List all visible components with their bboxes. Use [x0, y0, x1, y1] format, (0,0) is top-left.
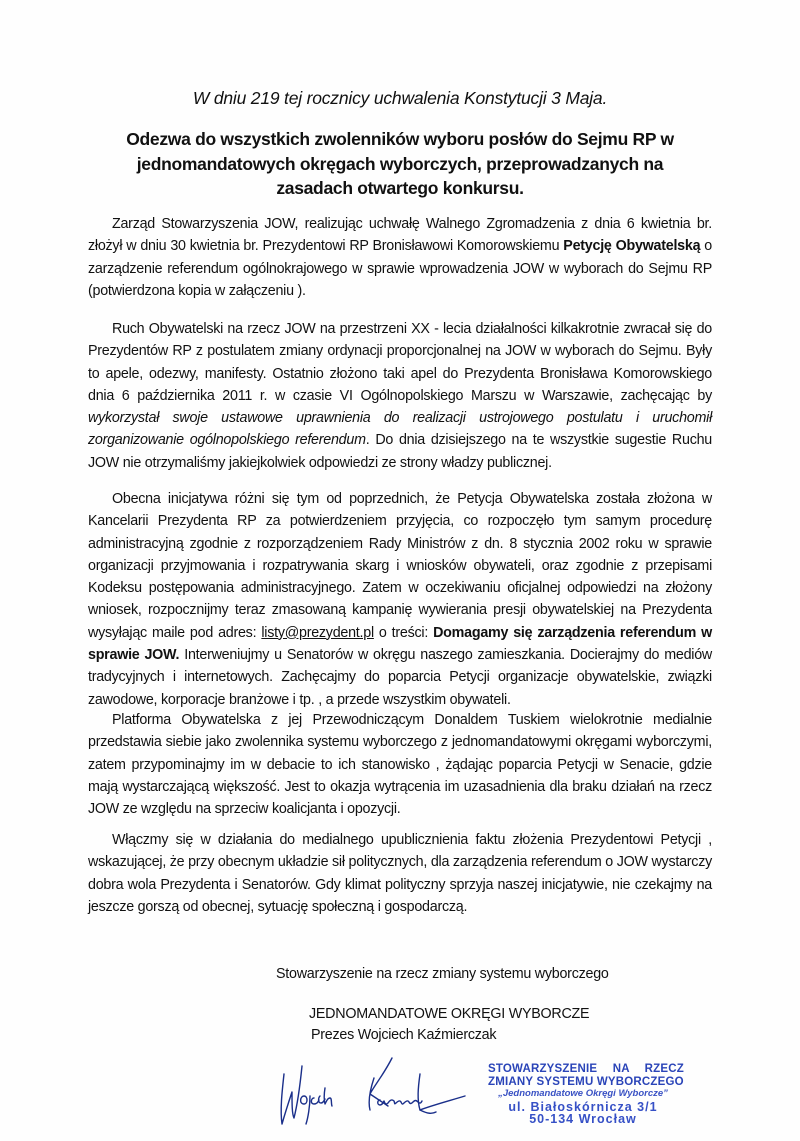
paragraph-text: o treści: — [373, 624, 434, 641]
paragraph-text: Zarząd Stowarzyszenia JOW, realizując uchwałę Walnego Zgromadzenia z dnia 6 kwietnia br. złożył w dniu 30 kwietnia br. Prezydentowi RP Bronisławowi Komorowskiemu — [88, 216, 712, 255]
paragraph-text: . Do dnia dzisiejszego na te wszystkie sugestie Ruchu JOW nie otrzymaliśmy jakiejkolwiek odpowiedzi ze strony władzy publicznej. — [88, 432, 712, 471]
stamp-line-3: „Jednomandatowe Okręgi Wyborcze” — [498, 1088, 668, 1099]
signatory-name: Prezes Wojciech Kaźmierczak — [311, 1027, 497, 1043]
paragraph-text: Ruch Obywatelski na rzecz JOW na przestrzeni XX - lecia działalności kilkakrotnie zwracał się do Prezydentów RP z postulatem zmiany ordynacji proporcjonalnej na JOW w wyborach do Sejmu. Były to apele, odezwy, manifesty. Ostatnio złożono taki apel do Prezydenta Bronisława Komorowskiego dnia 6 października 2011 r. w czasie VI Ogólnopolskiego Marszu w Warszawie, zachęcając by — [88, 321, 712, 404]
document-title: Odezwa do wszystkich zwolenników wyboru posłów do Sejmu RP w jednomandatowych okręgach wyborczych, przeprowadzanych na zasadach otwartego konkursu. — [126, 129, 674, 198]
dateline: W dniu 219 tej rocznicy uchwalenia Konstytucji 3 Maja. — [192, 88, 608, 108]
stamp-line-1: STOWARZYSZENIE NA RZECZ — [488, 1063, 684, 1075]
paragraph-2 — [88, 318, 712, 474]
paragraph-5: Włączmy się w działania do medialnego upublicznienia faktu złożenia Prezydentowi Petycji , wskazującej, że przy obecnym układzie sił politycznych, dla zarządzenia referendum o JOW wystarczy dobra wola Prezydenta i Senatorów. Gdy klimat polityczny sprzyja naszej inicjatywie, nie czekajmy na jeszcze gorszą od obecnej, sytuację społeczną i gospodarczą. — [88, 832, 712, 915]
bold-demand: Domagamy się zarządzenia referendum w sprawie JOW. — [88, 624, 713, 664]
paragraph-4: Platforma Obywatelska z jej Przewodniczącym Donaldem Tuskiem wielokrotnie medialnie przedstawia siebie jako zwolennika systemu wyborczego z jednomandatowymi okręgami wyborczymi, zatem przypominajmy im w debacie to ich stanowisko , żądając poparcia Petycji w Senacie, gdzie mają wystarczającą większość. Jest to okazja wytrącenia im uzasadnienia dla braku działań na rzecz JOW ze względu na sprzeciw koalicjanta i opozycji. — [88, 712, 712, 818]
bold-phrase-petition: Petycję Obywatelską — [563, 238, 701, 255]
stamp-address: ul. Białoskórnicza 3/1 — [508, 1099, 658, 1114]
email-link[interactable]: listy@prezydent.pl — [261, 624, 374, 641]
paragraph-3 — [88, 488, 712, 711]
signature-organization: Stowarzyszenie na rzecz zmiany systemu wyborczego — [276, 966, 609, 982]
paragraph-text: Interweniujmy u Senatorów w okręgu naszego zamieszkania. Docierajmy do mediów tradycyjnych i internetowych. Zachęcajmy do poparcia Petycji organizacje obywatelskie, związki zawodowe, korporacje branżowe i tp. , a przede wszystkim obywateli. — [88, 647, 713, 708]
organization-stamp — [488, 1063, 684, 1126]
signature-organization-name: JEDNOMANDATOWE OKRĘGI WYBORCZE — [309, 1006, 590, 1022]
stamp-city: 50-134 Wrocław — [529, 1112, 637, 1126]
paragraph-text: Obecna inicjatywa różni się tym od poprzednich, że Petycja Obywatelska została złożona w Kancelarii Prezydenta RP za potwierdzeniem przyjęcia, co rozpoczęło tym samym procedurę administracyjną zgodnie z rozporządzeniem Rady Ministrów z dn. 8 stycznia 2002 roku w sprawie organizacji przyjmowania i rozpatrywania skarg i wniosków obywateli, oraz zgodnie z przepisami Kodeksu postępowania administracyjnego. Zatem w oczekiwaniu oficjalnej odpowiedzi na złożony wniosek, rozpocznijmy teraz zmasowaną kampanię wywierania presji obywatelskiej na Prezydenta wysyłając maile pod adres: — [88, 491, 712, 641]
italic-quote: wykorzystał swoje ustawowe uprawnienia do realizacji ustrojowego postulatu i uruchomił zorganizowanie ogólnopolskiego referendum — [88, 410, 712, 449]
handwritten-signature-icon — [270, 1052, 480, 1132]
paragraph-1 — [88, 213, 712, 302]
stamp-line-2: ZMIANY SYSTEMU WYBORCZEGO — [488, 1075, 684, 1088]
paragraph-text: o zarządzenie referendum ogólnokrajowego w sprawie wprowadzenia JOW w wyborach do Sejmu RP (potwierdzona kopia w załączeniu ). — [88, 238, 712, 299]
